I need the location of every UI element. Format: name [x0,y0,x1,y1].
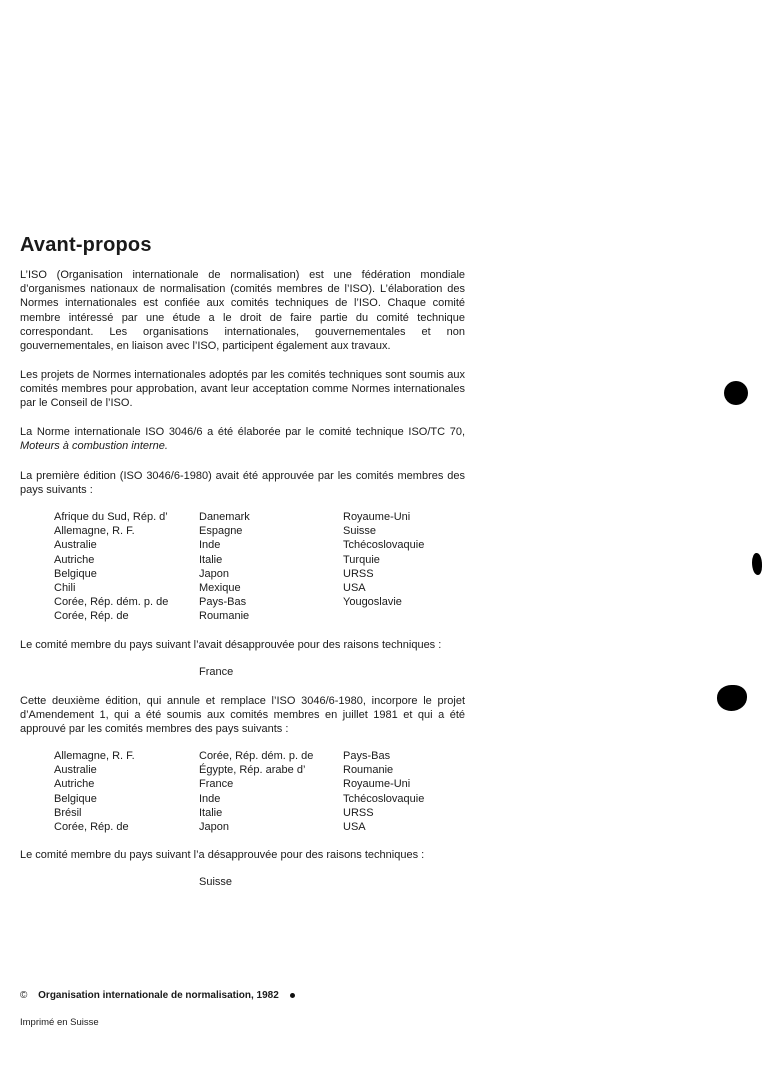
country-list-item: Yougoslavie [343,596,402,609]
approval-paragraph: Les projets de Normes internationales adoptés par les comités techniques sont soumis aux comités membres pour approbation, avant leur acceptation comme Normes internationales par le Conseil de l’ISO. [20,369,465,410]
country-list-item: Autriche [54,778,95,791]
country-list-item: Chili [54,582,76,595]
country-list-item: Allemagne, R. F. [54,525,135,538]
copyright-line [20,990,295,1001]
country-list-item: Japon [199,821,229,834]
country-list-item: Australie [54,764,97,777]
country-list-item: Égypte, Rép. arabe d’ [199,764,306,777]
country-list-item: Belgique [54,567,97,580]
country-list-item: Corée, Rép. de [54,610,129,623]
second-edition-paragraph: Cette deuxième édition, qui annule et remplace l’ISO 3046/6-1980, incorpore le projet d’Amendement 1, qui a été soumis aux comités membres en juillet 1981 et qui a été approuvé par les comités membres des pays suivants : [20,695,465,736]
country-list-item: Australie [54,539,97,552]
country-list-item: URSS [343,567,374,580]
country-list-item: Tchécoslovaquie [343,792,425,805]
country-list-item: Pays-Bas [343,750,391,762]
country-list-item: Turquie [343,553,380,566]
first-edition-col3 [343,510,424,609]
country-list-item: Belgique [54,792,97,805]
first-edition-paragraph: La première édition (ISO 3046/6-1980) avait été approuvée par les comités membres des pays suivants : [20,470,465,497]
country-list-item: USA [343,821,366,834]
punch-hole-bottom [717,685,747,711]
first-edition-disapproval-paragraph: Le comité membre du pays suivant l’avait désapprouvée pour des raisons techniques : [20,639,442,651]
country-list-item: Inde [199,792,221,805]
country-list-item: Italie [199,553,223,566]
committee-name: Moteurs à combustion interne. [20,440,168,453]
printed-in: Imprimé en Suisse [20,1017,99,1028]
copyright-organisation: Organisation internationale de normalisation, 1982 [38,990,279,1001]
bullet-dot-icon [290,993,295,998]
country-list-item: Mexique [199,582,241,595]
country-list-item: USA [343,582,366,595]
country-list-item: Allemagne, R. F. [54,750,135,762]
country-list-item: Italie [199,806,223,819]
country-list-item: Royaume-Uni [343,511,411,523]
country-list-item: Roumanie [343,764,394,777]
technical-committee-paragraph [20,425,465,453]
country-list-item: Danemark [199,511,250,523]
page-title: Avant-propos [20,234,152,256]
country-list-item: Espagne [199,525,243,538]
second-edition-disapproval-paragraph: Le comité membre du pays suivant l’a désapprouvée pour des raisons techniques : [20,849,425,861]
punch-hole-top [724,381,748,405]
country-list-item: Suisse [343,525,377,538]
technical-committee-text: La Norme internationale ISO 3046/6 a été élaborée par le comité technique ISO/TC 70, [20,426,465,438]
country-list-item: Corée, Rép. dém. p. de [54,596,169,609]
country-list-item: Inde [199,539,221,552]
country-list-item: Japon [199,567,229,580]
country-list-item: Pays-Bas [199,596,247,609]
intro-paragraph: L’ISO (Organisation internationale de normalisation) est une fédération mondiale d’organismes nationaux de normalisation (comités membres de l’ISO). L’élaboration des Normes internationales est confiée aux comités techniques de l’ISO. Chaque comité membre intéressé par une étude a le droit de faire partie du comité technique correspondant. Les organisations internationales, gouvernementales et non gouvernementales, en liaison avec l’ISO, participent également aux travaux. [20,269,465,353]
country-list-item: Afrique du Sud, Rép. d’ [54,511,168,523]
country-list-item: Brésil [54,806,82,819]
country-list-item: URSS [343,806,374,819]
country-list-item: France [199,778,234,791]
punch-hole-mid [752,553,762,575]
first-edition-col2 [199,510,250,624]
country-list-item: Autriche [54,553,95,566]
second-edition-col1 [54,749,135,834]
country-list-item: Tchécoslovaquie [343,539,425,552]
second-edition-col2 [199,749,313,834]
first-edition-disapproving-country: France [199,666,234,678]
country-list-item: Corée, Rép. dém. p. de [199,750,314,762]
first-edition-col1 [54,510,168,624]
second-edition-col3 [343,749,424,834]
country-list-item: Corée, Rép. de [54,821,129,834]
country-list-item: Roumanie [199,610,250,623]
country-list-item: Royaume-Uni [343,778,411,791]
copyright-symbol: © [20,990,28,1001]
second-edition-disapproving-country: Suisse [199,876,233,888]
